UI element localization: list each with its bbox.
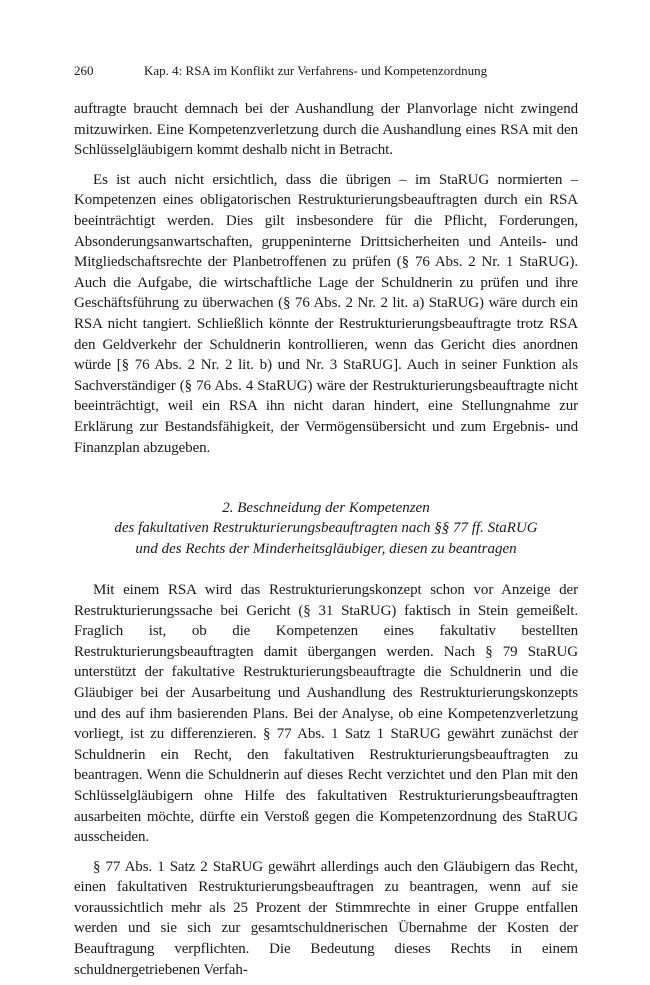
- section-heading: [74, 498, 578, 559]
- chapter-title: Kap. 4: RSA im Konflikt zur Verfahrens- und Kompetenzordnung: [144, 63, 488, 78]
- paragraph: § 77 Abs. 1 Satz 2 StaRUG gewährt allerdings auch den Gläubigern das Recht, einen fakultativen Restrukturierungsbeauftragen zu beantragen, wenn auf sie voraussichtlich mehr als 25 Prozent der Stimmrechte in einer Gruppe entfallen werden und sie sich zur gesamtschuldnerischen Übernahme der Kosten der Beauftragung verpflichten. Die Bedeutung dieses Rechts in einem schuldnergetriebenen Verfah-: [74, 858, 578, 978]
- page-number: 260: [74, 63, 94, 78]
- section-heading-line: 2. Beschneidung der Kompetenzen: [222, 500, 430, 517]
- document-page: [74, 62, 578, 980]
- section-heading-line: des fakultativen Restrukturierungsbeauftragten nach §§ 77 ff. StaRUG: [114, 520, 538, 537]
- body-text: [74, 99, 578, 980]
- section-heading-line: und des Rechts der Minderheitsgläubiger, diesen zu beantragen: [135, 540, 517, 557]
- paragraph: Mit einem RSA wird das Restrukturierungskonzept schon vor Anzeige der Restrukturierungssache bei Gericht (§ 31 StaRUG) faktisch in Stein gemeißelt. Fraglich ist, ob die Kompetenzen eines fakultativ bestellten Restrukturierungsbeauftragten damit übergangen werden. Nach § 79 StaRUG unterstützt der fakultative Restrukturierungsbeauftragte die Schuldnerin und die Gläubiger bei der Ausarbeitung und Aushandlung des Restrukturierungskonzepts und des auf ihm basierenden Plans. Bei der Analyse, ob eine Kompetenzverletzung vorliegt, ist zu differenzieren. § 77 Abs. 1 Satz 1 StaRUG gewährt zunächst der Schuldnerin ein Recht, den fakultativen Restrukturierungsbeauftragten zu beantragen. Wenn die Schuldnerin auf dieses Recht verzichtet und den Plan mit den Schlüsselgläubigern ohne Hilfe des fakultativen Restrukturierungsbeauftragten ausarbeiten möchte, dürfte ein Verstoß gegen die Kompetenzordnung des StaRUG ausscheiden.: [74, 581, 578, 846]
- running-header: [74, 62, 578, 80]
- paragraph: Es ist auch nicht ersichtlich, dass die übrigen – im StaRUG normierten – Kompetenzen eines obligatorischen Restrukturierungsbeauftragten durch ein RSA beeinträchtigt werden. Dies gilt insbesondere für die Pflicht, Forderungen, Absonderungsanwartschaften, gruppeninterne Drittsicherheiten und Anteils- und Mitgliedschaftsrechte der Planbetroffenen zu prüfen (§ 76 Abs. 2 Nr. 1 StaRUG). Auch die Aufgabe, die wirtschaftliche Lage der Schuldnerin zu prüfen und ihre Geschäftsführung zu überwachen (§ 76 Abs. 2 Nr. 2 lit. a) StaRUG) wäre durch ein RSA nicht tangiert. Schließlich könnte der Restrukturierungsbeauftragte trotz RSA den Geldverkehr der Schuldnerin kontrollieren, wenn das Gericht dies anordnen würde [§ 76 Abs. 2 Nr. 2 lit. b) und Nr. 3 StaRUG]. Auch in seiner Funktion als Sachverständiger (§ 76 Abs. 4 StaRUG) wäre der Restrukturierungsbeauftragte nicht beeinträchtigt, weil ein RSA ihn nicht daran hindert, eine Stellungnahme zur Erklärung zur Bestandsfähigkeit, der Vermögensübersicht und zum Ergebnis- und Finanzplan abzugeben.: [74, 171, 578, 456]
- paragraph: auftragte braucht demnach bei der Aushandlung der Planvorlage nicht zwingend mitzuwirken. Eine Kompetenzverletzung durch die Aushandlung eines RSA mit den Schlüsselgläubigern kommt deshalb nicht in Betracht.: [74, 101, 578, 159]
